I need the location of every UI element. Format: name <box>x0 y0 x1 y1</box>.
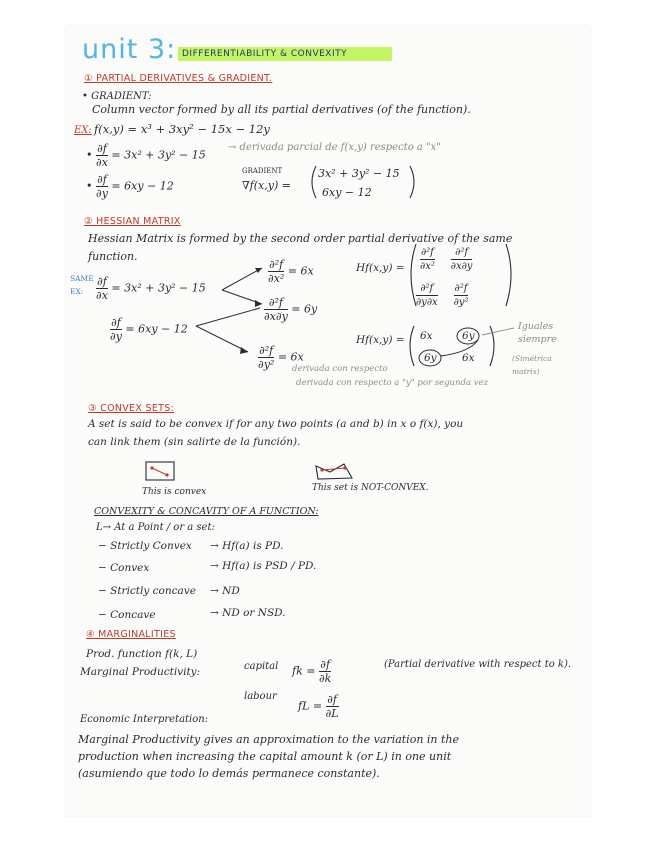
convex-caption: This is convex <box>142 487 207 497</box>
convex-definition-1: A set is said to be convex if for any two points (a and b) in x o f(x), you <box>88 418 464 430</box>
convexity-row-right: → Hf(a) is PSD / PD. <box>210 560 317 572</box>
denominator: ∂x² <box>268 272 285 285</box>
numerator: ∂²f <box>421 247 434 258</box>
denominator: ∂x <box>96 156 108 169</box>
fxx-value: = 6x <box>287 264 314 278</box>
fyy-value: = 6x <box>277 350 304 364</box>
numerator: ∂²f <box>451 246 473 260</box>
denominator: ∂k <box>318 672 332 685</box>
hessian-numeric-left-bracket <box>410 326 414 366</box>
hessian-definition-1: Hessian Matrix is formed by the second order partial derivative of the same <box>88 232 513 245</box>
denominator: ∂x∂y <box>450 261 473 272</box>
dfdy-expression: = 6xy − 12 <box>111 179 174 193</box>
convexity-row-left: − Strictly concave <box>98 585 196 597</box>
section-2-heading: ② HESSIAN MATRIX <box>84 216 181 227</box>
fk-note: (Partial derivative with respect to k). <box>384 659 572 670</box>
page-subtitle: DIFFERENTIABILITY & CONVEXITY <box>182 49 348 59</box>
marginal-productivity-label: Marginal Productivity: <box>80 666 201 678</box>
interpretation-line-3: (asumiendo que todo lo demás permanece constante). <box>78 767 380 780</box>
symmetric-note: (Simétrica matrix) <box>512 354 552 376</box>
convexity-heading: CONVEXITY & CONCAVITY OF A FUNCTION: <box>94 506 319 517</box>
non-convex-point-b <box>343 466 346 469</box>
numerator: ∂f <box>97 173 107 186</box>
interpretation-line-1: Marginal Productivity gives an approximation to the variation in the <box>78 733 460 746</box>
circle-link <box>441 340 478 356</box>
fk-label: fk = <box>292 664 316 678</box>
tree-line-xx <box>222 268 262 290</box>
convexity-row-left: − Concave <box>98 609 156 621</box>
convexity-row-right: → Hf(a) is PD. <box>210 540 284 552</box>
gradient-left-bracket <box>312 166 316 198</box>
dfdy-expression: = 6xy − 12 <box>125 322 188 336</box>
iguales-arrow <box>482 328 514 335</box>
arrowhead <box>255 300 262 307</box>
partial-f-x-row: • $\frac{\partial f}{\partial x}$ = 3x² + 3y² − 15 <box>86 142 206 169</box>
capital-label: capital <box>244 661 279 672</box>
not-convex-caption: This set is NOT-CONVEX. <box>312 483 429 493</box>
convex-point-a <box>150 466 153 469</box>
dfdx-expression: = 3x² + 3y² − 15 <box>111 148 206 162</box>
convexity-subheading: L→ At a Point / or a set: <box>96 522 215 533</box>
numerator: ∂f <box>327 693 337 706</box>
convexity-row-left: − Convex <box>98 562 150 574</box>
dfdx-note: → derivada parcial de f(x,y) respecto a "x" <box>228 142 441 153</box>
gradient-definition: Column vector formed by all its partial derivatives (of the function). <box>92 103 471 116</box>
arrowhead <box>255 268 262 273</box>
non-convex-point-a <box>320 468 323 471</box>
gradient-right-bracket <box>410 166 414 198</box>
second-derivative-note-1: derivada con respecto <box>292 364 388 374</box>
numerator: ∂f <box>97 275 107 288</box>
second-derivative-note: derivada con respecto a "y" por segunda vez <box>296 378 489 388</box>
labour-label: labour <box>244 691 277 702</box>
hessian-right-bracket <box>506 244 511 306</box>
tree-line-xy-b <box>196 308 260 326</box>
denominator: ∂L <box>325 707 339 720</box>
denominator: ∂y <box>110 330 122 343</box>
iguales-note: Iguales siempre <box>518 321 557 345</box>
hessian-left-bracket <box>411 244 416 306</box>
hessian-entry-21: 6y <box>424 352 437 364</box>
section-3-heading: ③ CONVEX SETS: <box>88 403 175 414</box>
circle-h12 <box>457 328 479 344</box>
hessian-label-2: Hf(x,y) = <box>356 334 405 346</box>
example-function: f(x,y) = x³ + 3xy² − 15x − 12y <box>94 122 270 136</box>
denominator: ∂y <box>96 187 108 200</box>
gradient-row-2: 6xy − 12 <box>322 186 372 199</box>
section-4-heading: ④ MARGINALITIES <box>86 629 176 640</box>
interpretation-line-2: production when increasing the capital amount k (or L) in one unit <box>78 750 452 763</box>
denominator: ∂x∂y <box>264 310 288 323</box>
convexity-row-right: → ND or NSD. <box>210 607 286 619</box>
section-1-heading: ① PARTIAL DERIVATIVES & GRADIENT. <box>84 73 273 84</box>
hessian-entry-22: 6x <box>462 352 475 364</box>
hessian-label: Hf(x,y) = <box>356 262 405 274</box>
example-label: EX: <box>74 125 92 136</box>
nabla-label: ∇f(x,y) = <box>242 179 291 192</box>
numerator: ∂²f <box>259 344 274 357</box>
gradient-tag: GRADIENT <box>242 167 283 175</box>
non-convex-set-sketch <box>316 464 352 479</box>
denominator: ∂x <box>96 289 108 302</box>
convex-set-sketch <box>146 462 174 480</box>
tree-line-yy <box>196 326 248 352</box>
numerator: ∂²f <box>454 283 468 294</box>
fxy-value: = 6y <box>291 302 318 316</box>
same-example-label: SAME EX: <box>70 274 94 296</box>
convex-link-line <box>152 468 167 475</box>
gradient-row-1: 3x² + 3y² − 15 <box>318 167 400 180</box>
denominator: ∂y² <box>453 297 469 308</box>
numerator: ∂f <box>320 658 331 671</box>
gradient-label: • GRADIENT: <box>82 91 152 102</box>
denominator: ∂x² <box>420 261 435 272</box>
circle-h21 <box>419 350 441 366</box>
denominator: ∂y² <box>258 358 275 371</box>
arrowhead <box>240 347 248 354</box>
fl-label: fL = <box>298 699 323 713</box>
dfdx-expression: = 3x² + 3y² − 15 <box>111 281 206 295</box>
numerator: ∂f <box>111 316 121 329</box>
economic-interpretation-label: Economic Interpretation: <box>80 714 209 725</box>
numerator: ∂f <box>97 142 107 155</box>
production-function: Prod. function f(k, L) <box>86 648 198 660</box>
hessian-definition-2: function. <box>88 250 138 263</box>
convexity-row-right: → ND <box>210 585 240 597</box>
partial-f-y-row: • $\frac{\partial f}{\partial y}$ = 6xy − 12 <box>86 173 174 200</box>
convexity-row-left: − Strictly Convex <box>98 540 192 552</box>
denominator: ∂y∂x <box>416 297 438 308</box>
page-title: unit 3: <box>82 34 177 65</box>
hessian-entry-12: 6y <box>462 330 475 342</box>
convex-point-b <box>165 473 168 476</box>
hessian-entry-11: 6x <box>420 330 433 342</box>
numerator: ∂²f <box>416 282 438 296</box>
hessian-numeric-right-bracket <box>490 326 494 366</box>
convex-definition-2: can link them (sin salirte de la función). <box>88 436 301 448</box>
numerator: ∂²f <box>264 296 288 310</box>
numerator: ∂²f <box>269 258 284 271</box>
